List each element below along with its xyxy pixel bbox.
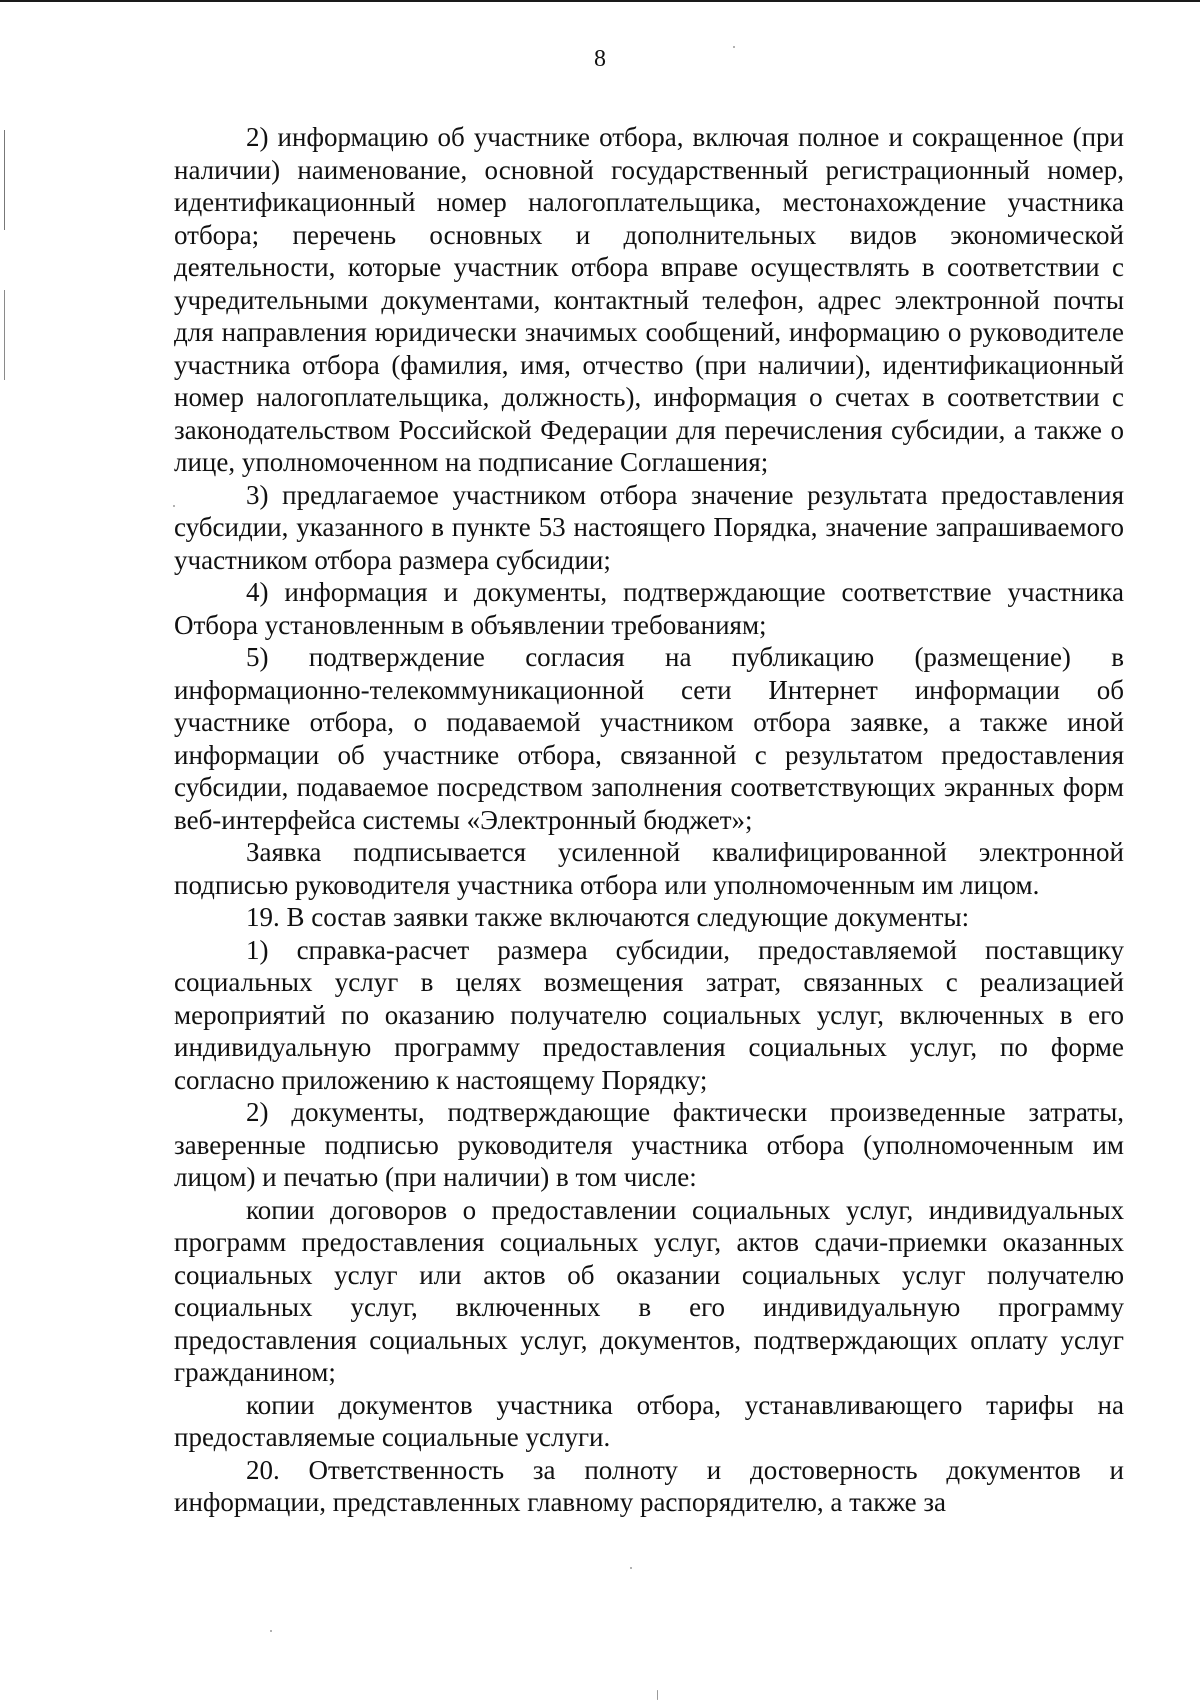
paragraph-item-2-participant-info: 2) информацию об участнике отбора, включая полное и сокращенное (при наличии) наименование, основной государственный регистрационный номер, идентификационный номер налогоплательщика, местонахождение участника отбора; перечень основных и дополнительных видов экономической деятельности, которые участник отбора вправе осуществлять в соответствии с учредительными документами, контактный телефон, адрес электронной почты для направления юридически значимых сообщений, информацию о руководителе участника отбора (фамилия, имя, отчество (при наличии), идентификационный номер налогоплательщика, должность), информация о счетах в соответствии с законодательством Российской Федерации для перечисления субсидии, а также о лице, уполномоченном на подписание Соглашения; [174,122,1124,477]
scan-speck [270,1630,272,1632]
scan-speck [657,1690,658,1700]
paragraph-clause-19: 19. В состав заявки также включаются следующие документы: [246,902,970,932]
paragraph-tariff-documents: копии документов участника отбора, устанавливающего тарифы на предоставляемые социальные услуги. [174,1389,1124,1452]
scan-speck [173,505,175,507]
scan-speck [630,1567,632,1569]
document-body [174,121,1124,1519]
paragraph-clause-20: 20. Ответственность за полноту и достоверность документов и информации, представленных главному распорядителю, а также за [174,1454,1124,1517]
scan-speck [733,46,735,48]
scan-top-edge [0,0,1200,2]
paragraph-item-5-publication-consent: 5) подтверждение согласия на публикацию (размещение) в информационно-телекоммуникационной сети Интернет информации об участнике отбора, о подаваемой участником отбора заявке, а также иной информации об участнике отбора, связанной с результатом предоставления субсидии, подаваемое посредством заполнения соответствующих экранных форм веб-интерфейса системы «Электронный бюджет»; [174,642,1124,835]
scan-left-edge-mark [4,290,5,380]
paragraph-contract-copies: копии договоров о предоставлении социальных услуг, индивидуальных программ предоставления социальных услуг, актов сдачи-приемки оказанных социальных услуг или актов об оказании социальных услуг получателю социальных услуг, включенных в его индивидуальную программу предоставления социальных услуг, документов, подтверждающих оплату услуг гражданином; [174,1194,1124,1387]
paragraph-clause-19-item-1: 1) справка-расчет размера субсидии, предоставляемой поставщику социальных услуг в целях возмещения затрат, связанных с реализацией мероприятий по оказанию получателю социальных услуг, включенных в его индивидуальную программу предоставления социальных услуг, по форме согласно приложению к настоящему Порядку; [174,934,1124,1095]
page-number: 8 [594,46,606,72]
paragraph-item-4-compliance-docs: 4) информация и документы, подтверждающие соответствие участника Отбора установленным в объявлении требованиям; [174,577,1124,640]
scan-left-edge-mark [4,130,5,230]
paragraph-item-3-result-value: 3) предлагаемое участником отбора значение результата предоставления субсидии, указанного в пункте 53 настоящего Порядка, значение запрашиваемого участником отбора размера субсидии; [174,479,1124,575]
paragraph-application-signature: Заявка подписывается усиленной квалифицированной электронной подписью руководителя участника отбора или уполномоченным им лицом. [174,837,1124,900]
paragraph-clause-19-item-2: 2) документы, подтверждающие фактически произведенные затраты, заверенные подписью руководителя участника отбора (уполномоченным им лицом) и печатью (при наличии) в том числе: [174,1097,1124,1192]
